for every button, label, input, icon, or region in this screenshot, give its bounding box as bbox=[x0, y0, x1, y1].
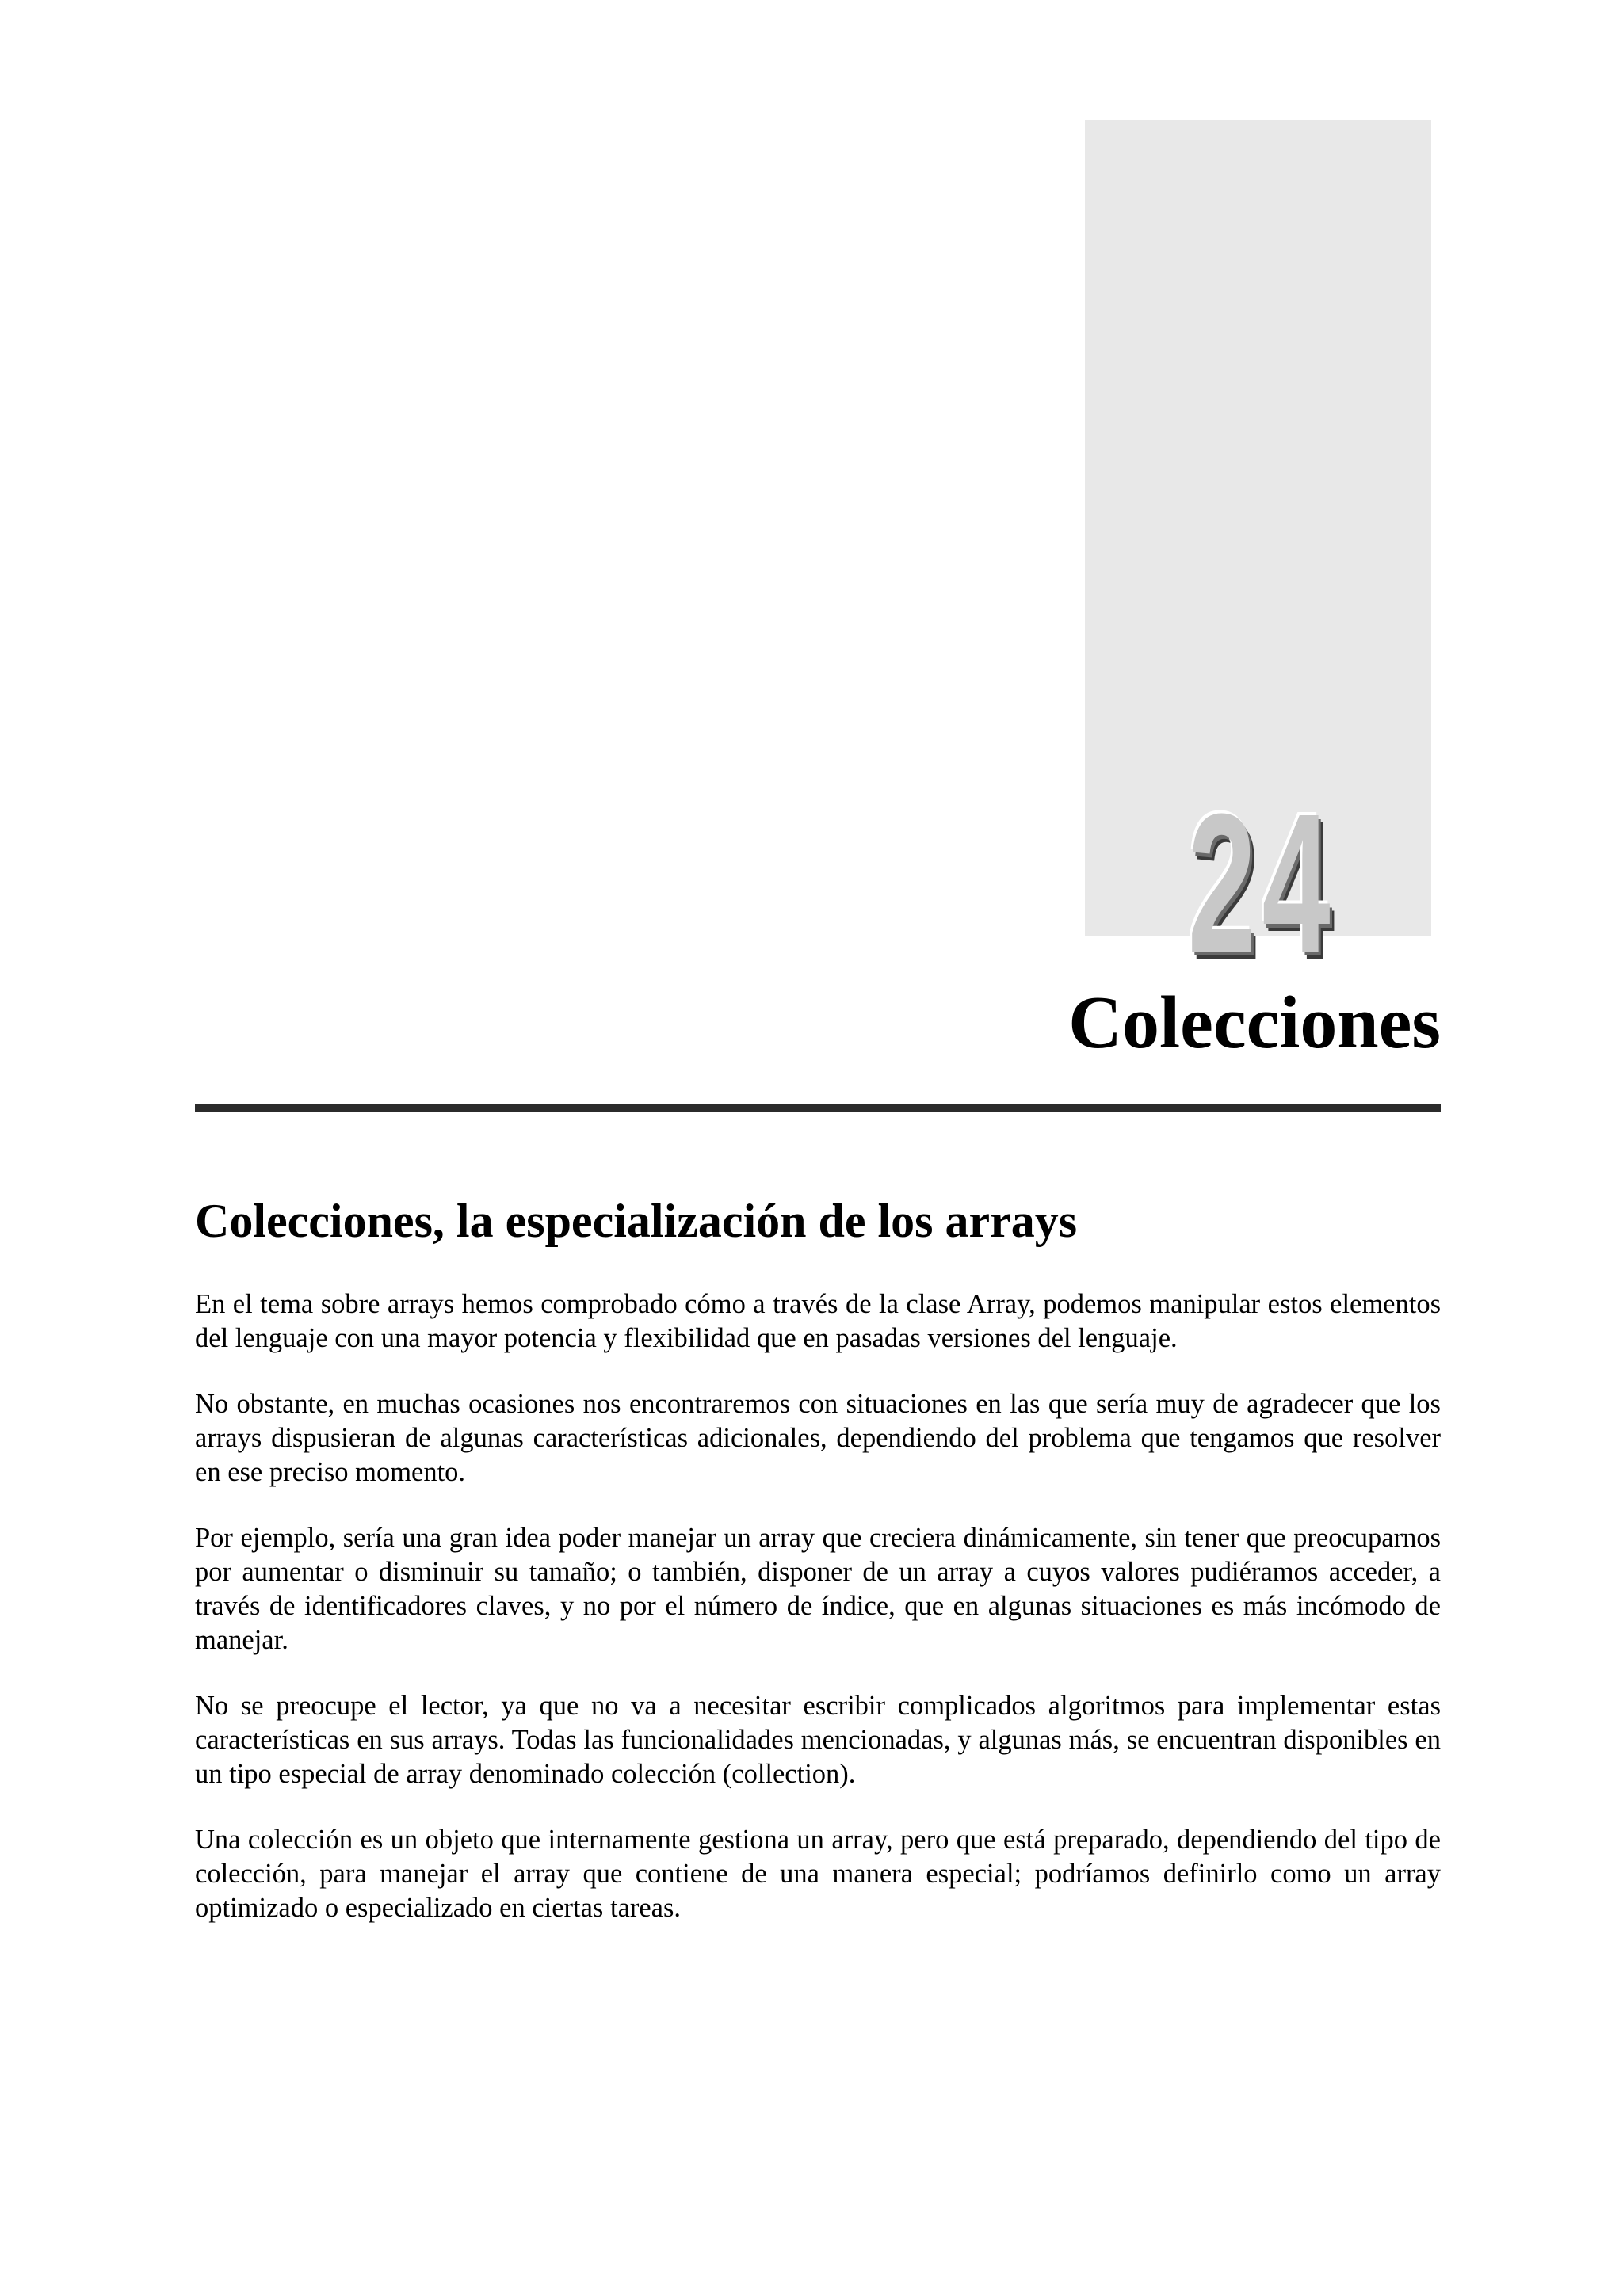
paragraph: Una colección es un objeto que internamente gestiona un array, pero que está preparado, dependiendo del tipo de colección, para manejar el array que contiene de una manera especial; podríamos definirlo como un array optimizado o especializado en ciertas tareas. bbox=[195, 1825, 1441, 1923]
title-divider bbox=[195, 1104, 1441, 1112]
paragraph: No se preocupe el lector, ya que no va a necesitar escribir complicados algoritmos para implementar estas características en sus arrays. Todas las funcionalidades mencionadas, y algunas más, se encuentran disponibles en un tipo especial de array denominado colección (collection). bbox=[195, 1691, 1441, 1789]
paragraph: En el tema sobre arrays hemos comprobado cómo a través de la clase Array, podemos manipular estos elementos del lenguaje con una mayor potencia y flexibilidad que en pasadas versiones del lenguaje. bbox=[195, 1289, 1441, 1353]
section-heading: Colecciones, la especialización de los arrays bbox=[195, 1195, 1078, 1247]
paragraph: Por ejemplo, sería una gran idea poder manejar un array que creciera dinámicamente, sin tener que preocuparnos por aumentar o disminuir su tamaño; o también, disponer de un array a cuyos valores pudiéramos acceder, a través de identificadores claves, y no por el número de índice, que en algunas situaciones es más incómodo de manejar. bbox=[195, 1523, 1441, 1655]
chapter-number-panel bbox=[1085, 120, 1431, 994]
paragraph: No obstante, en muchas ocasiones nos encontraremos con situaciones en las que sería muy de agradecer que los arrays dispusieran de algunas características adicionales, dependiendo del problema que tengamos que resolver en ese preciso momento. bbox=[195, 1389, 1441, 1487]
body-text bbox=[195, 1287, 1441, 1957]
chapter-title: Colecciones bbox=[1068, 982, 1441, 1064]
chapter-number: 24 bbox=[1187, 772, 1337, 994]
